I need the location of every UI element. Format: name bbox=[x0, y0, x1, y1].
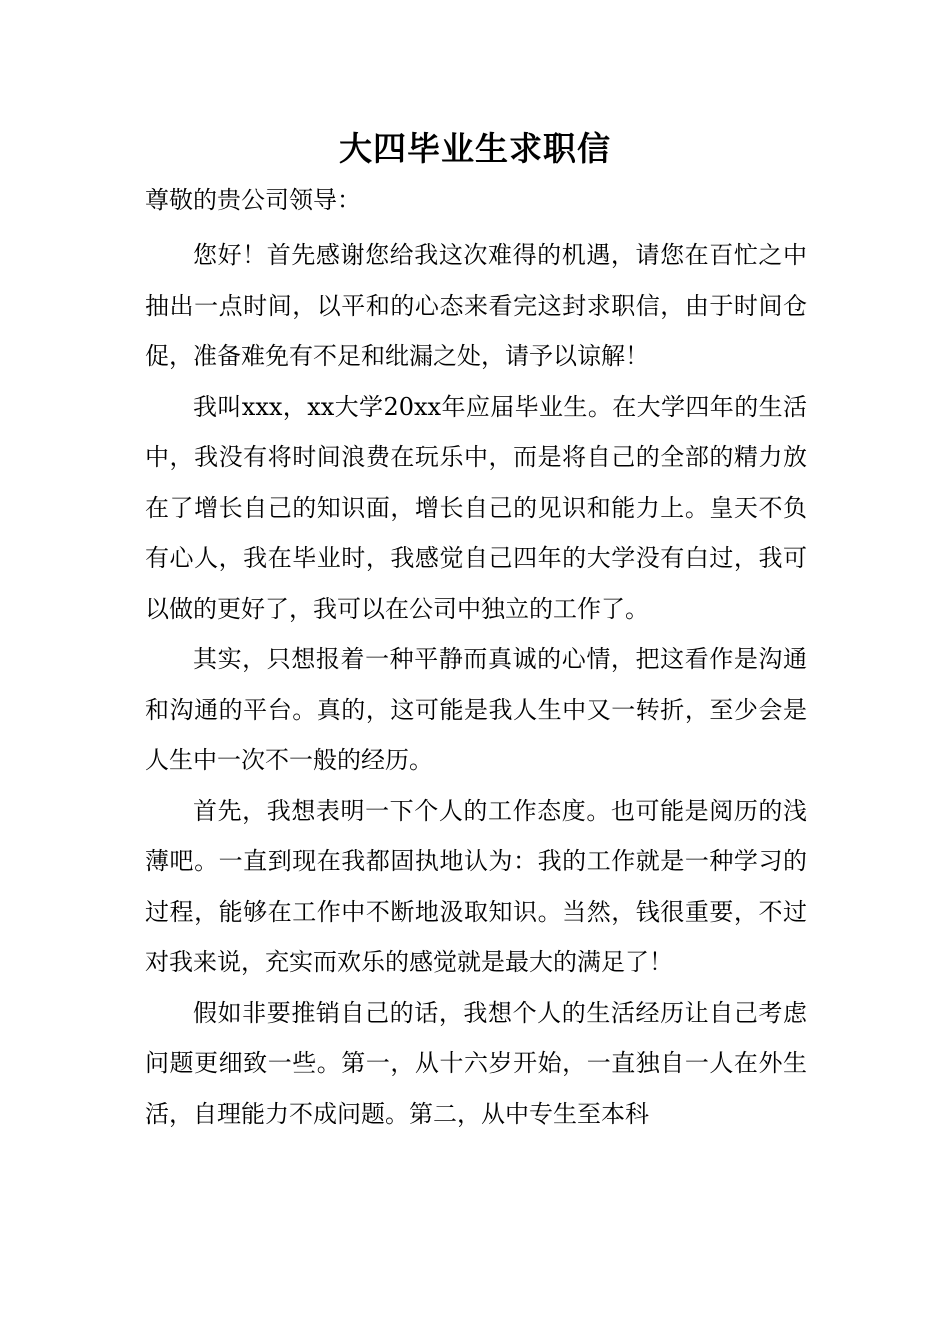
paragraph-greeting: 您好！首先感谢您给我这次难得的机遇，请您在百忙之中抽出一点时间，以平和的心态来看完这封求职信，由于时间仓促，准备难免有不足和纰漏之处，请予以谅解！ bbox=[145, 241, 807, 370]
paragraph-introduction: 我叫xxx，xx大学20xx年应届毕业生。在大学四年的生活中，我没有将时间浪费在玩乐中，而是将自己的全部的精力放在了增长自己的知识面，增长自己的见识和能力上。皇天不负有心人，我在毕业时，我感觉自己四年的大学没有白过，我可以做的更好了，我可以在公司中独立的工作了。 bbox=[145, 392, 807, 623]
salutation: 尊敬的贵公司领导： bbox=[145, 186, 361, 214]
paragraph-work-view: 首先，我想表明一下个人的工作态度。也可能是阅历的浅薄吧。一直到现在我都固执地认为：我的工作就是一种学习的过程，能够在工作中不断地汲取知识。当然，钱很重要，不过对我来说，充实而欢乐的感觉就是最大的满足了！ bbox=[145, 796, 807, 976]
paragraph-attitude: 其实，只想报着一种平静而真诚的心情，把这看作是沟通和沟通的平台。真的，这可能是我人生中又一转折，至少会是人生中一次不一般的经历。 bbox=[145, 645, 807, 774]
paragraph-self-promotion: 假如非要推销自己的话，我想个人的生活经历让自己考虑问题更细致一些。第一，从十六岁开始，一直独自一人在外生活，自理能力不成问题。第二，从中专生至本科 bbox=[145, 998, 807, 1128]
letter-body bbox=[145, 230, 807, 1139]
document-title: 大四毕业生求职信 bbox=[339, 129, 611, 168]
